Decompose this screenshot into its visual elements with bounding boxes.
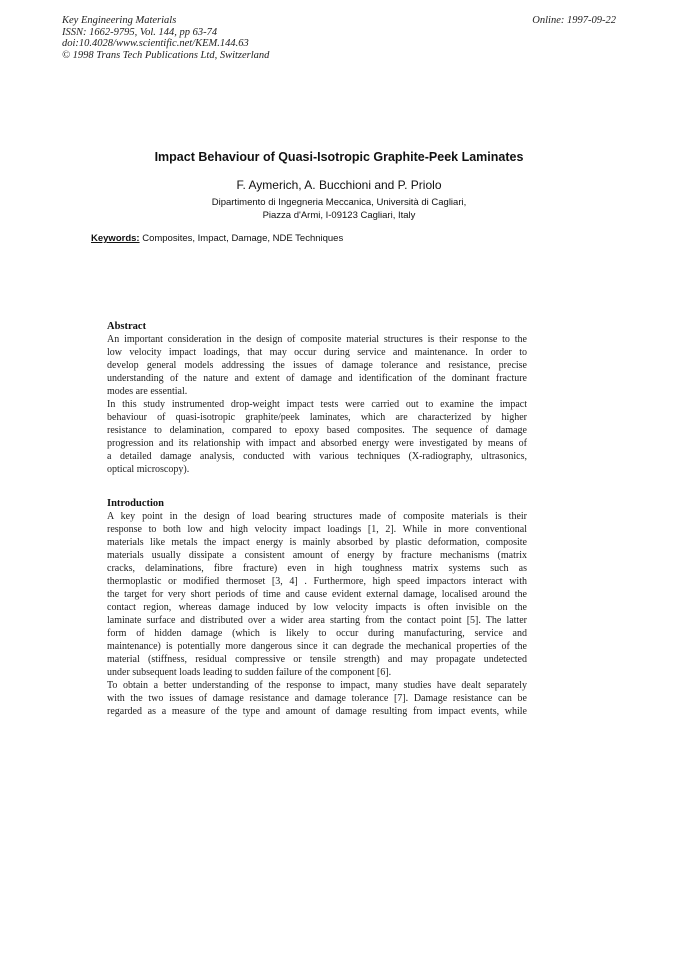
text-line: develop general models addressing the issues of damage tolerance and resistance, precise [107, 360, 527, 371]
text-line: form of hidden damage (which is likely to occur during manufacturing, service and [107, 628, 527, 639]
text-line: materials usually dissipate a consistent amount of energy by fracture mechanisms (matrix [107, 550, 527, 561]
text-line: maintenance) is potentially more dangerous since it can degrade the mechanical properties of the [107, 641, 527, 652]
text-line: material (stiffness, residual compressive or tensile strength) and may propagate undetected [107, 654, 527, 665]
text-line: In this study instrumented drop-weight impact tests were carried out to examine the impact [107, 399, 527, 410]
paper-title: Impact Behaviour of Quasi-Isotropic Graphite-Peek Laminates [154, 150, 524, 164]
text-line: thermoplastic or modified thermoset [3, 4] . Furthermore, high speed impactors interact with [107, 576, 527, 587]
text-line: with the two issues of damage resistance and damage tolerance [7]. Damage resistance can be [107, 693, 527, 704]
paper-authors: F. Aymerich, A. Bucchioni and P. Priolo [236, 178, 442, 192]
text-line: low velocity impact loadings, that may occur during service and maintenance. In order to [107, 347, 527, 358]
text-line: contact region, whereas damage induced by low velocity impacts is often invisible on the [107, 602, 527, 613]
text-line: resistance to delamination, compared to epoxy based composites. The sequence of damage [107, 425, 527, 436]
text-line: the target for very short periods of time and cause evident external damage, localised around the [107, 589, 527, 600]
introduction-heading: Introduction [107, 498, 164, 509]
text-line: a detailed damage analysis, conducted with various techniques (X-radiography, ultrasonics, [107, 451, 527, 462]
keywords [91, 233, 343, 244]
text-line: regarded as a measure of the type and amount of damage resulting from impact events, while [107, 706, 527, 717]
text-line: A key point in the design of load bearing structures made of composite materials is their [107, 511, 527, 522]
journal-info [62, 15, 392, 61]
text-line: under subsequent loads leading to sudden failure of the component [6]. [107, 667, 392, 678]
affiliation [0, 197, 678, 222]
text-line: cracks, delaminations, fibre fracture) even in high toughness matrix systems such as [107, 563, 527, 574]
journal-name: Key Engineering Materials [62, 15, 177, 26]
issn-line: ISSN: 1662-9795, Vol. 144, pp 63-74 [62, 26, 218, 38]
online-date: Online: 1997-09-22 [532, 15, 616, 26]
text-line: modes are essential. [107, 386, 188, 397]
text-line: behaviour of quasi-isotropic graphite/peek laminates, which are characterized by higher [107, 412, 527, 423]
doi-line: doi:10.4028/www.scientific.net/KEM.144.63 [62, 38, 249, 49]
affiliation-line: Dipartimento di Ingegneria Meccanica, Università di Cagliari, [211, 197, 467, 208]
keywords-list: Composites, Impact, Damage, NDE Techniques [142, 233, 344, 244]
copyright-line: © 1998 Trans Tech Publications Ltd, Switzerland [62, 49, 270, 61]
text-line: materials like metals the impact energy is mainly absorbed by plastic deformation, composite [107, 537, 527, 548]
text-line: laminate surface and distributed over a wider area starting from the contact point [5]. The latter [107, 615, 527, 626]
keywords-label: Keywords: [91, 233, 140, 244]
affiliation-line: Piazza d'Armi, I-09123 Cagliari, Italy [262, 209, 416, 221]
text-line: To obtain a better understanding of the response to impact, many studies have dealt separately [107, 680, 527, 691]
abstract-section [107, 320, 527, 476]
text-line: response to both low and high velocity impact loadings [1, 2]. While in more conventional [107, 524, 527, 535]
text-line: optical microscopy). [107, 464, 190, 475]
text-line: progression and its relationship with impact and absorbed energy were investigated by means of [107, 438, 527, 449]
abstract-heading: Abstract [107, 321, 147, 332]
text-line: An important consideration in the design of composite material structures is their response to the [107, 334, 527, 345]
introduction-section [107, 497, 527, 718]
text-line: understanding of the nature and extent of damage and identification of the dominant fracture [107, 373, 527, 384]
